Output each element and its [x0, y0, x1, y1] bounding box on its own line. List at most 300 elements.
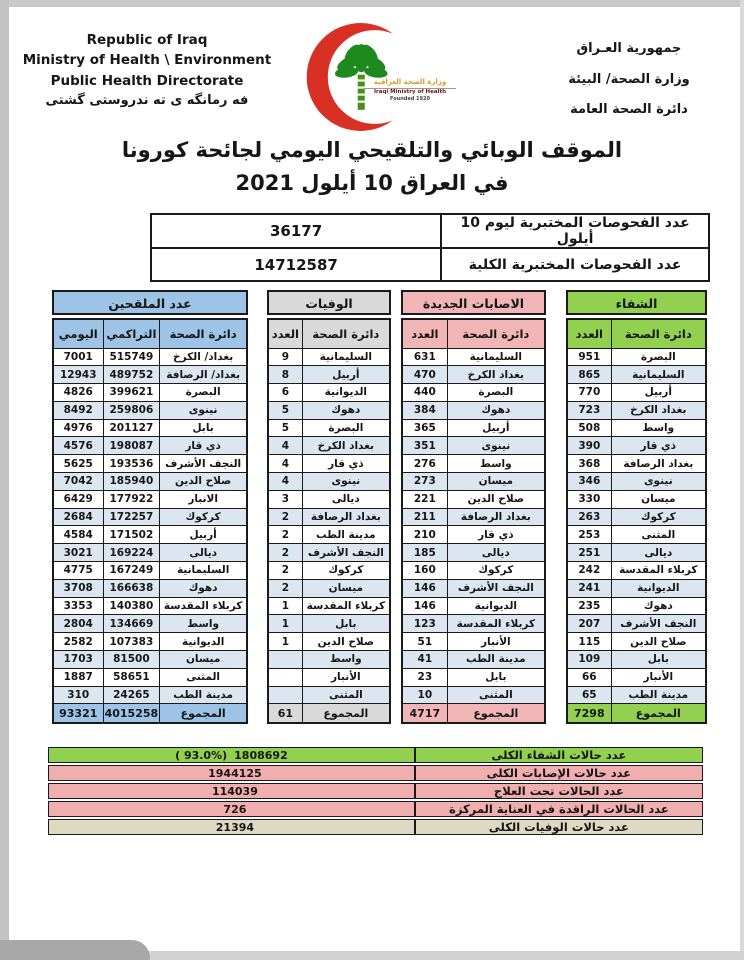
table-cell: الديوانية — [160, 633, 247, 651]
table-row — [402, 348, 545, 366]
table-cell: ذي قار — [302, 455, 390, 473]
table-row — [268, 579, 390, 597]
table-cell: 2 — [268, 508, 302, 526]
table-row — [402, 562, 545, 580]
summary-row-under-treatment — [48, 783, 703, 799]
column-header-cumulative: التراكمي — [103, 319, 160, 348]
table-row — [53, 526, 247, 544]
new-infections-table — [401, 290, 546, 724]
table-cell: 2 — [268, 562, 302, 580]
table-cell: 210 — [402, 526, 447, 544]
summary-row-total-cases — [48, 765, 703, 781]
table-cell: بغداد الكرخ — [611, 401, 706, 419]
table-row — [53, 668, 247, 686]
table-cell: النجف الأشرف — [302, 544, 390, 562]
table-row — [53, 437, 247, 455]
summary-row-total-deaths — [48, 819, 703, 835]
summary-value — [48, 765, 415, 781]
column-header-directorate: دائرة الصحة — [302, 319, 390, 348]
table-row — [53, 419, 247, 437]
table-cell: 198087 — [103, 437, 160, 455]
table-row — [53, 384, 247, 402]
table-cell: نينوى — [447, 437, 545, 455]
table-cell: كربلاء المقدسة — [611, 562, 706, 580]
table-cell: 10 — [402, 686, 447, 704]
table-cell: أربيل — [160, 526, 247, 544]
column-header-count: العدد — [567, 319, 611, 348]
table-cell: 1 — [268, 615, 302, 633]
table-cell: 23 — [402, 668, 447, 686]
table-cell: كربلاء المقدسة — [447, 615, 545, 633]
total-count: 7298 — [567, 704, 611, 723]
table-cell: 390 — [567, 437, 611, 455]
table-cell: الأنبار — [302, 668, 390, 686]
table-cell: 253 — [567, 526, 611, 544]
table-cell: واسط — [302, 651, 390, 669]
table-row — [567, 508, 706, 526]
summary-number: 1944125 — [208, 766, 262, 780]
summary-value — [48, 747, 415, 763]
tests-total-label: عدد الفحوصات المختبرية الكلية — [441, 248, 709, 281]
summary-label: عدد حالات الوفيات الكلى — [415, 819, 703, 835]
crescent-palm-logo-icon — [302, 18, 424, 136]
table-cell: كركوك — [611, 508, 706, 526]
table-row — [268, 437, 390, 455]
logo-caption-founded: Founded 1920 — [390, 95, 430, 102]
table-row — [268, 384, 390, 402]
table-cell: 384 — [402, 401, 447, 419]
table-cell: السليمانية — [611, 366, 706, 384]
table-cell: الأنبار — [611, 668, 706, 686]
table-cell: ميسان — [160, 651, 247, 669]
table-cell: 5625 — [53, 455, 103, 473]
table-cell: بغداد/ الكرخ — [160, 348, 247, 366]
table-cell: المثنى — [302, 686, 390, 704]
table-cell: 251 — [567, 544, 611, 562]
table-cell: 3708 — [53, 579, 103, 597]
table-row — [53, 633, 247, 651]
table-cell: البصرة — [160, 384, 247, 402]
table-cell: صلاح الدين — [447, 490, 545, 508]
table-cell: 310 — [53, 686, 103, 704]
table-cell: 2 — [268, 544, 302, 562]
summary-label: عدد حالات الإصابات الكلى — [415, 765, 703, 781]
governorate-tables — [52, 290, 707, 724]
table-cell: 951 — [567, 348, 611, 366]
table-cell: كركوك — [302, 562, 390, 580]
table-cell: دهوك — [302, 401, 390, 419]
ministry-of-health-logo — [302, 18, 454, 136]
table-row — [567, 419, 706, 437]
table-cell: 259806 — [103, 401, 160, 419]
table-cell: 140380 — [103, 597, 160, 615]
table-row — [53, 615, 247, 633]
table-cell: 508 — [567, 419, 611, 437]
table-row — [268, 686, 390, 704]
table-row — [268, 473, 390, 491]
table-cell: 65 — [567, 686, 611, 704]
table-cell: النجف الأشرف — [611, 615, 706, 633]
table-cell: كربلاء المقدسة — [302, 597, 390, 615]
column-header-row — [402, 319, 545, 348]
table-cell: 5 — [268, 419, 302, 437]
table-cell: بغداد الرصافة — [302, 508, 390, 526]
table-cell: أربيل — [611, 384, 706, 402]
table-row — [268, 633, 390, 651]
table-row — [567, 437, 706, 455]
table-cell: 66 — [567, 668, 611, 686]
vaccinated-table — [52, 290, 248, 724]
table-row — [53, 348, 247, 366]
table-cell: 24265 — [103, 686, 160, 704]
table-row — [402, 437, 545, 455]
table-cell: 81500 — [103, 651, 160, 669]
table-row — [151, 214, 709, 248]
table-row — [567, 366, 706, 384]
summary-number: 21394 — [215, 820, 255, 834]
table-row — [402, 419, 545, 437]
photo-edge — [0, 0, 9, 960]
table-cell: صلاح الدين — [302, 633, 390, 651]
table-cell: واسط — [160, 615, 247, 633]
table-cell: كركوك — [160, 508, 247, 526]
table-cell: 273 — [402, 473, 447, 491]
table-cell: 865 — [567, 366, 611, 384]
table-cell: 4976 — [53, 419, 103, 437]
summary-label: عدد حالات الشفاء الكلى — [415, 747, 703, 763]
table-row — [268, 597, 390, 615]
table-cell: 6 — [268, 384, 302, 402]
summary-number: 114039 — [211, 784, 258, 798]
table-cell: 4584 — [53, 526, 103, 544]
total-row — [567, 704, 706, 723]
table-cell: مدينة الطب — [447, 651, 545, 669]
column-header-directorate: دائرة الصحة — [611, 319, 706, 348]
table-cell: البصرة — [611, 348, 706, 366]
table-cell: 489752 — [103, 366, 160, 384]
table-cell: بابل — [447, 668, 545, 686]
table-row — [402, 579, 545, 597]
column-header-directorate: دائرة الصحة — [447, 319, 545, 348]
table-cell: ميسان — [302, 579, 390, 597]
table-row — [268, 526, 390, 544]
table-cell: 123 — [402, 615, 447, 633]
table-row — [53, 473, 247, 491]
table-row — [53, 490, 247, 508]
letterhead-line: جمهورية العـراق — [576, 41, 682, 56]
table-cell: 365 — [402, 419, 447, 437]
table-row — [53, 686, 247, 704]
summary-number: 726 — [223, 802, 247, 816]
table-cell: 6429 — [53, 490, 103, 508]
table-row — [402, 597, 545, 615]
table-cell: 2 — [268, 526, 302, 544]
table-row — [402, 508, 545, 526]
table-row — [567, 384, 706, 402]
table-cell: 167249 — [103, 562, 160, 580]
table-row — [53, 651, 247, 669]
document-title-line1: الموقف الوبائي والتلقيحي اليومي لجائحة كورونا — [121, 138, 623, 162]
table-row — [53, 562, 247, 580]
table-cell: 146 — [402, 597, 447, 615]
table-cell: دهوك — [611, 597, 706, 615]
letterhead-line: دائرة الصحة العامة — [570, 102, 688, 118]
column-header-directorate: دائرة الصحة — [160, 319, 247, 348]
table-cell: 12943 — [53, 366, 103, 384]
table-row — [268, 544, 390, 562]
table-cell: صلاح الدين — [611, 633, 706, 651]
table-cell: 58651 — [103, 668, 160, 686]
table-row — [53, 401, 247, 419]
table-cell: 146 — [402, 579, 447, 597]
table-cell: السليمانية — [447, 348, 545, 366]
total-cumulative: 4015258 — [103, 704, 160, 723]
table-row — [402, 544, 545, 562]
logo-caption — [364, 78, 456, 102]
letterhead-line: Ministry of Health \ Environment — [22, 52, 272, 69]
table-cell: 207 — [567, 615, 611, 633]
letterhead-line: وزارة الصحة/ البيئة — [568, 71, 690, 87]
table-cell: 1887 — [53, 668, 103, 686]
table-cell: 193536 — [103, 455, 160, 473]
table-cell: كركوك — [447, 562, 545, 580]
table-cell: 4775 — [53, 562, 103, 580]
table-cell: نينوى — [160, 401, 247, 419]
table-cell: البصرة — [447, 384, 545, 402]
table-cell: 399621 — [103, 384, 160, 402]
letterhead-arabic — [534, 34, 724, 126]
table-cell: المثنى — [160, 668, 247, 686]
table-cell: 4826 — [53, 384, 103, 402]
table-cell — [268, 686, 302, 704]
table-cell: 166638 — [103, 579, 160, 597]
summary-label: عدد الحالات الراقدة في العناية المركزة — [415, 801, 703, 817]
table-cell: 8 — [268, 366, 302, 384]
letterhead-line: Republic of Iraq — [86, 32, 208, 48]
table-cell: بابل — [160, 419, 247, 437]
tests-total-value: 14712587 — [151, 248, 441, 281]
table-cell: 2582 — [53, 633, 103, 651]
table-row — [402, 615, 545, 633]
table-cell: مدينة الطب — [611, 686, 706, 704]
table-cell: واسط — [447, 455, 545, 473]
table-cell: السليمانية — [160, 562, 247, 580]
table-cell: 235 — [567, 597, 611, 615]
column-header-count: العدد — [268, 319, 302, 348]
column-header-row — [53, 319, 247, 348]
table-cell: الأنبار — [447, 633, 545, 651]
letterhead-line: Public Health Directorate — [50, 72, 244, 89]
table-row — [567, 562, 706, 580]
table-row — [402, 526, 545, 544]
table-row — [268, 419, 390, 437]
table-cell: المثنى — [447, 686, 545, 704]
column-header-row — [268, 319, 390, 348]
table-cell: 368 — [567, 455, 611, 473]
table-cell: نينوى — [611, 473, 706, 491]
column-header-count: العدد — [402, 319, 447, 348]
table-cell: كربلاء المقدسة — [160, 597, 247, 615]
table-row — [268, 562, 390, 580]
table-row — [567, 597, 706, 615]
tests-daily-value: 36177 — [151, 214, 441, 248]
summary-value — [48, 819, 415, 835]
table-cell: 4 — [268, 437, 302, 455]
table-row — [268, 615, 390, 633]
table-cell: 346 — [567, 473, 611, 491]
total-row — [268, 704, 390, 723]
table-cell: 7042 — [53, 473, 103, 491]
table-cell: النجف الأشرف — [160, 455, 247, 473]
table-cell: ذي قار — [447, 526, 545, 544]
table-cell: 109 — [567, 651, 611, 669]
table-row — [53, 579, 247, 597]
table-cell: الديوانية — [447, 597, 545, 615]
table-row — [402, 651, 545, 669]
table-row — [402, 686, 545, 704]
table-cell: 7001 — [53, 348, 103, 366]
total-row — [402, 704, 545, 723]
summary-number: 1808692 — [234, 748, 288, 762]
total-count: 61 — [268, 704, 302, 723]
table-cell: مدينة الطب — [302, 526, 390, 544]
table-cell: مدينة الطب — [160, 686, 247, 704]
vaccinated-table-title: عدد الملقحين — [52, 290, 248, 315]
total-row — [53, 704, 247, 723]
table-cell: 169224 — [103, 544, 160, 562]
table-cell: 201127 — [103, 419, 160, 437]
letterhead-english — [18, 30, 276, 110]
logo-caption-english: Iraqi Ministry of Health — [364, 88, 456, 96]
photo-edge — [740, 0, 744, 960]
table-row — [268, 455, 390, 473]
column-header-row — [567, 319, 706, 348]
table-row — [402, 668, 545, 686]
table-row — [53, 544, 247, 562]
table-row — [268, 366, 390, 384]
table-cell: أربيل — [302, 366, 390, 384]
table-row — [567, 633, 706, 651]
table-cell: 3353 — [53, 597, 103, 615]
table-cell: 351 — [402, 437, 447, 455]
table-cell: 211 — [402, 508, 447, 526]
table-row — [402, 384, 545, 402]
table-row — [268, 490, 390, 508]
table-row — [402, 473, 545, 491]
table-row — [567, 651, 706, 669]
table-row — [567, 348, 706, 366]
table-cell: 221 — [402, 490, 447, 508]
table-row — [402, 366, 545, 384]
table-row — [567, 526, 706, 544]
table-row — [268, 348, 390, 366]
table-cell: ديالى — [447, 544, 545, 562]
deaths-table — [267, 290, 391, 724]
total-label: المجموع — [611, 704, 706, 723]
table-cell: صلاح الدين — [160, 473, 247, 491]
table-row — [402, 490, 545, 508]
table-cell: 134669 — [103, 615, 160, 633]
recovery-table-title: الشفاء — [566, 290, 707, 315]
total-label: المجموع — [160, 704, 247, 723]
photo-shadow-corner — [0, 940, 150, 960]
table-cell: بغداد/ الرصافة — [160, 366, 247, 384]
total-label: المجموع — [447, 704, 545, 723]
deaths-table-title: الوفيات — [267, 290, 391, 315]
total-label: المجموع — [302, 704, 390, 723]
table-cell: 4 — [268, 455, 302, 473]
table-cell — [268, 668, 302, 686]
table-cell: بغداد الكرخ — [447, 366, 545, 384]
letterhead-line-kurdish: فه رمانگه ی ته ندروستی گشتی — [45, 92, 249, 108]
table-row — [567, 668, 706, 686]
table-row — [268, 651, 390, 669]
table-row — [567, 579, 706, 597]
table-cell: 185940 — [103, 473, 160, 491]
table-cell: البصرة — [302, 419, 390, 437]
table-cell: 172257 — [103, 508, 160, 526]
document-title-line2: في العراق 10 أيلول 2021 — [235, 170, 509, 195]
table-cell: 242 — [567, 562, 611, 580]
table-cell: 241 — [567, 579, 611, 597]
table-row — [567, 686, 706, 704]
table-cell: ذي قار — [611, 437, 706, 455]
table-cell: بغداد الكرخ — [302, 437, 390, 455]
table-cell — [268, 651, 302, 669]
total-count: 4717 — [402, 704, 447, 723]
table-cell: 4 — [268, 473, 302, 491]
table-row — [151, 248, 709, 281]
table-cell: ديالى — [302, 490, 390, 508]
table-row — [53, 597, 247, 615]
table-cell: 515749 — [103, 348, 160, 366]
table-cell: بابل — [611, 651, 706, 669]
table-cell: المثنى — [611, 526, 706, 544]
table-cell: النجف الأشرف — [447, 579, 545, 597]
photo-edge — [0, 0, 744, 7]
table-row — [268, 668, 390, 686]
table-cell: 9 — [268, 348, 302, 366]
table-cell: ديالى — [611, 544, 706, 562]
table-cell: 2804 — [53, 615, 103, 633]
lab-tests-table — [150, 213, 710, 282]
table-row — [268, 508, 390, 526]
table-cell: 160 — [402, 562, 447, 580]
table-row — [402, 455, 545, 473]
table-cell: 330 — [567, 490, 611, 508]
table-row — [567, 455, 706, 473]
table-cell: أربيل — [447, 419, 545, 437]
table-cell: ذي قار — [160, 437, 247, 455]
new-infections-table-title: الاصابات الجديدة — [401, 290, 546, 315]
table-cell: 3021 — [53, 544, 103, 562]
table-cell: 631 — [402, 348, 447, 366]
table-cell: 440 — [402, 384, 447, 402]
table-cell: 470 — [402, 366, 447, 384]
table-row — [567, 473, 706, 491]
summary-label: عدد الحالات تحت العلاج — [415, 783, 703, 799]
table-cell: 107383 — [103, 633, 160, 651]
table-cell: 4576 — [53, 437, 103, 455]
total-daily: 93321 — [53, 704, 103, 723]
table-cell: 276 — [402, 455, 447, 473]
tests-daily-label: عدد الفحوصات المختبرية ليوم 10 أيلول — [441, 214, 709, 248]
logo-caption-arabic: وزارة الصحة العراقية — [373, 78, 447, 86]
table-row — [53, 508, 247, 526]
table-cell: ميسان — [611, 490, 706, 508]
table-cell: ديالى — [160, 544, 247, 562]
table-cell: نينوى — [302, 473, 390, 491]
